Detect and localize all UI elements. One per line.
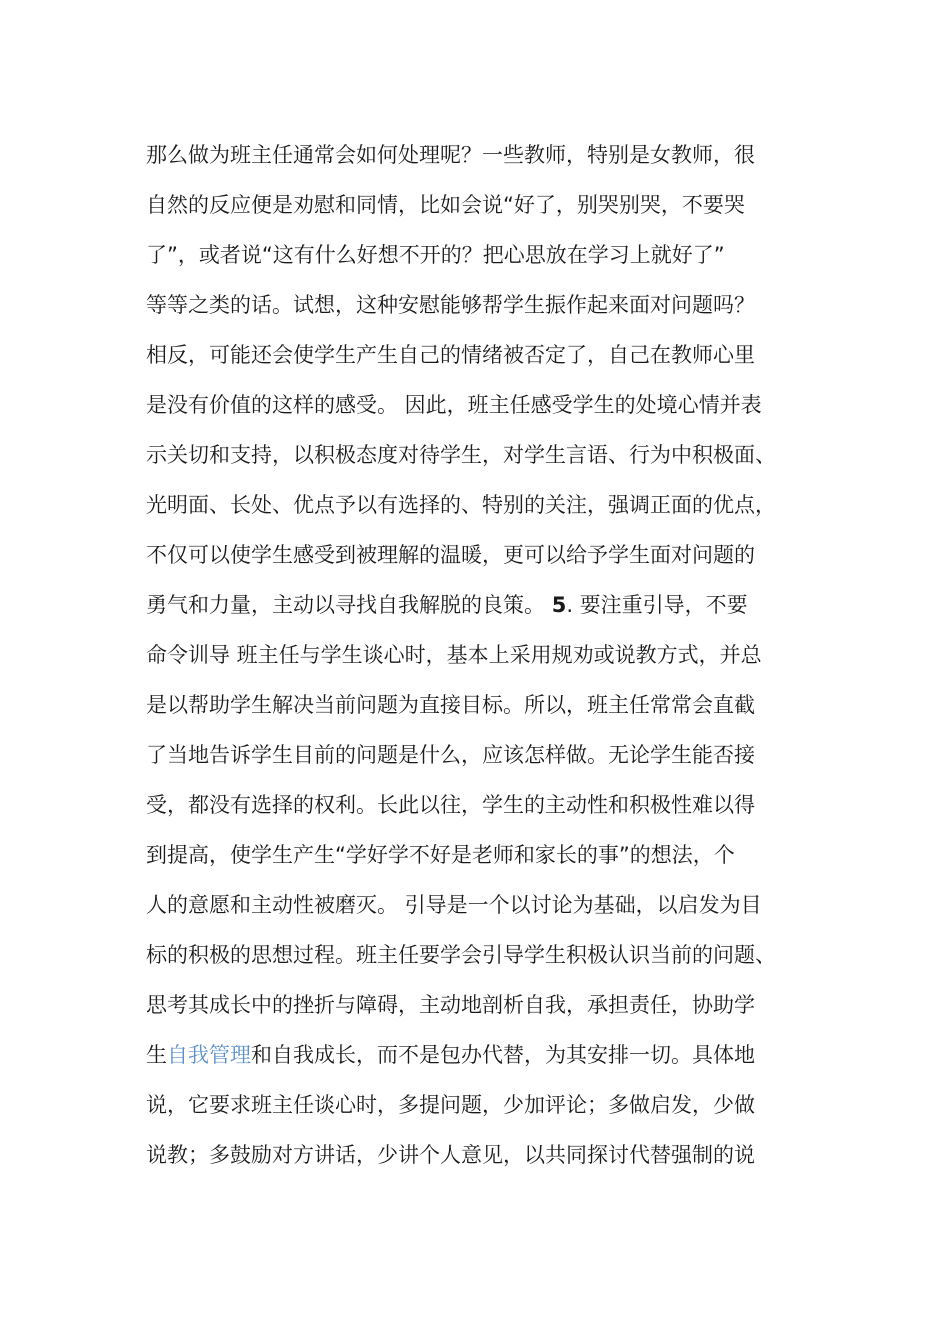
self-management-link[interactable]: 自我管理	[167, 1043, 251, 1067]
text-line: 命令训导 班主任与学生谈心时，基本上采用规劝或说教方式，并总	[146, 643, 762, 667]
text-line: 相反，可能还会使学生产生自己的情绪被否定了，自己在教师心里	[146, 343, 755, 367]
text-line	[146, 1030, 826, 1080]
text-segment: 生	[146, 1043, 167, 1067]
text-line: 不仅可以使学生感受到被理解的温暖，更可以给予学生面对问题的	[146, 543, 755, 567]
text-line: 说教；多鼓励对方讲话，少讲个人意见，以共同探讨代替强制的说	[146, 1143, 755, 1167]
text-line: 人的意愿和主动性被磨灭。 引导是一个以讨论为基础，以启发为目	[146, 893, 762, 917]
text-line: 等等之类的话。试想，这种安慰能够帮学生振作起来面对问题吗？	[146, 293, 755, 317]
text-line: 说，它要求班主任谈心时，多提问题，少加评论；多做启发，少做	[146, 1093, 755, 1117]
section-number: 5	[551, 593, 567, 617]
text-segment: . 要注重引导，不要	[566, 593, 748, 617]
text-line: 受，都没有选择的权利。长此以往，学生的主动性和积极性难以得	[146, 793, 755, 817]
body-text	[146, 130, 826, 1180]
text-line: 示关切和支持，以积极态度对待学生，对学生言语、行为中积极面、	[146, 443, 776, 467]
text-line	[146, 580, 826, 630]
text-line: 到提高，使学生产生“学好学不好是老师和家长的事”的想法，个	[146, 843, 735, 867]
text-segment: 勇气和力量，主动以寻找自我解脱的良策。	[146, 593, 552, 617]
text-segment: 和自我成长，而不是包办代替，为其安排一切。具体地	[251, 1043, 755, 1067]
text-line: 自然的反应便是劝慰和同情，比如会说“好了，别哭别哭，不要哭	[146, 193, 745, 217]
text-line: 思考其成长中的挫折与障碍，主动地剖析自我，承担责任，协助学	[146, 993, 755, 1017]
text-line: 是以帮助学生解决当前问题为直接目标。所以，班主任常常会直截	[146, 693, 755, 717]
text-line: 那么做为班主任通常会如何处理呢？一些教师，特别是女教师，很	[146, 143, 755, 167]
text-line: 光明面、长处、优点予以有选择的、特别的关注，强调正面的优点，	[146, 493, 776, 517]
text-line: 了当地告诉学生目前的问题是什么，应该怎样做。无论学生能否接	[146, 743, 755, 767]
text-line: 了”，或者说“这有什么好想不开的？把心思放在学习上就好了”	[146, 243, 725, 267]
text-line: 是没有价值的这样的感受。 因此，班主任感受学生的处境心情并表	[146, 393, 762, 417]
text-line: 标的积极的思想过程。班主任要学会引导学生积极认识当前的问题、	[146, 943, 776, 967]
